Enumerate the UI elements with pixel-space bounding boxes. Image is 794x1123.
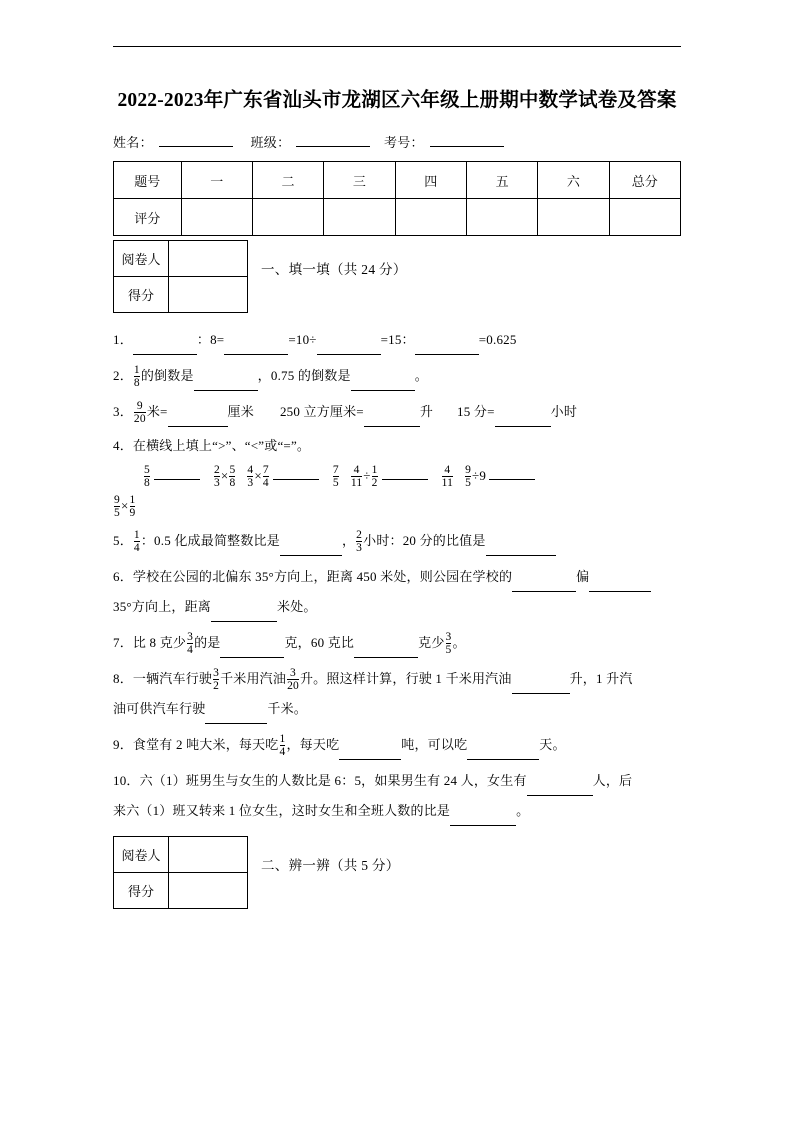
compare-blank-3[interactable] — [382, 466, 428, 480]
table-row — [114, 241, 248, 277]
compare-item-7 — [464, 459, 538, 493]
operator: ÷ — [363, 468, 371, 483]
q8-line-2 — [113, 694, 681, 724]
q8-text-6: 千米。 — [267, 700, 308, 716]
q9-blank-2[interactable] — [467, 745, 539, 760]
compare-item-4 — [332, 459, 340, 493]
fraction-numerator: 9 — [136, 399, 143, 412]
q2-number: 2． — [113, 368, 133, 383]
compare-item-2 — [213, 459, 236, 493]
fraction — [372, 464, 378, 490]
q8-fraction-2 — [287, 667, 299, 693]
q8-blank-2[interactable] — [205, 709, 267, 724]
q10-text-2: 人，后 — [592, 772, 633, 788]
compare-item-1 — [143, 459, 203, 493]
fraction-denominator: 3 — [356, 542, 363, 555]
q6-blank-2[interactable] — [589, 577, 651, 592]
score-label: 得分 — [114, 872, 169, 908]
fraction-numerator: 1 — [129, 493, 136, 506]
q5-blank-1[interactable] — [280, 541, 342, 556]
reader-label: 阅卷人 — [114, 836, 169, 872]
page-title: 2022-2023年广东省汕头市龙湖区六年级上册期中数学试卷及答案 — [117, 90, 677, 111]
q10-blank-2[interactable] — [450, 811, 516, 826]
score-cell: 二 — [252, 162, 323, 199]
fraction-denominator: 2 — [213, 680, 220, 693]
q1-blank-4[interactable] — [415, 340, 479, 355]
q8-text-4: 升，1 升汽 — [569, 670, 633, 686]
score-input-cell[interactable] — [181, 199, 252, 236]
q1-number: 1． — [113, 332, 133, 347]
class-label: 班级： — [250, 135, 291, 150]
fraction-numerator: 5 — [144, 463, 150, 476]
fraction-numerator: 2 — [356, 528, 363, 541]
score-value-cell[interactable] — [169, 872, 248, 908]
q3-number: 3． — [113, 404, 133, 419]
q10-text-3: 来六（1）班又转来 1 位女生，这时女生和全班人数的比是 — [113, 802, 451, 818]
fraction-denominator: 5 — [114, 507, 120, 520]
q10-blank-1[interactable] — [527, 781, 593, 796]
fraction-denominator: 8 — [144, 477, 150, 490]
table-row — [114, 836, 248, 872]
q8-fraction-1 — [213, 667, 219, 693]
question-2 — [113, 361, 681, 391]
compare-item-6 — [441, 459, 454, 493]
question-4 — [113, 433, 681, 459]
score-value-cell[interactable] — [169, 277, 248, 313]
q8-blank-1[interactable] — [512, 679, 570, 694]
fraction-denominator: 4 — [279, 746, 286, 759]
score-table — [113, 161, 681, 236]
q7-text-4: 。 — [452, 634, 466, 650]
q6-blank-3[interactable] — [211, 607, 277, 622]
q3-text-2: 厘米 — [227, 404, 254, 419]
q2-blank-1[interactable] — [194, 376, 258, 391]
q1-text-4: =0.625 — [478, 332, 517, 347]
fraction-denominator: 5 — [445, 644, 452, 657]
q7-fraction-1 — [187, 631, 193, 657]
question-10 — [113, 766, 681, 826]
fraction-denominator: 3 — [247, 477, 254, 490]
fraction-numerator: 3 — [445, 630, 452, 643]
q10-line-2 — [113, 796, 681, 826]
question-8 — [113, 664, 681, 724]
q10-line-1 — [113, 766, 681, 796]
score-input-cell[interactable] — [538, 199, 609, 236]
q1-text-2: =10÷ — [288, 332, 317, 347]
score-input-cell[interactable] — [395, 199, 466, 236]
class-blank[interactable] — [296, 132, 370, 147]
q2-text-3: 。 — [414, 368, 428, 383]
fraction-numerator: 7 — [332, 463, 339, 476]
q5-text-3: 小时：20 分的比值是 — [363, 532, 486, 548]
q3-blank-2[interactable] — [364, 412, 420, 427]
q2-fraction — [134, 364, 140, 390]
fraction — [465, 464, 471, 490]
section1-heading: 一、填一填（共 24 分） — [261, 262, 407, 277]
q3-text-1: 米= — [146, 404, 168, 419]
fraction — [442, 464, 453, 490]
q5-blank-2[interactable] — [486, 541, 556, 556]
q9-text-2: 吨，可以吃 — [401, 736, 468, 752]
q4-text: 4．在横线上填上“>”、“<”或“=”。 — [113, 438, 311, 453]
fraction-denominator: 4 — [262, 477, 269, 490]
fraction — [351, 464, 362, 490]
reader-label: 阅卷人 — [114, 241, 169, 277]
table-row — [114, 162, 681, 199]
q3-text-5: 15 分= — [457, 404, 495, 419]
section1-reader-wrap — [113, 240, 681, 313]
fraction-denominator: 11 — [350, 477, 363, 490]
compare-row-2 — [113, 493, 681, 520]
fraction-denominator: 4 — [133, 542, 140, 555]
fraction-numerator: 4 — [247, 463, 254, 476]
section2-reader-wrap — [113, 836, 681, 909]
q7-text-3: 克少 — [418, 634, 445, 650]
q7-text-2: 克，60 克比 — [284, 634, 355, 650]
q2-text-1: 的倒数是 — [140, 368, 194, 383]
q10-text-1: 10．六（1）班男生与女生的人数比是 6：5，如果男生有 24 人，女生有 — [113, 772, 527, 788]
q7-fraction-2 — [446, 631, 452, 657]
fraction — [263, 464, 269, 490]
compare-item-5 — [350, 459, 431, 493]
q1-text-1: ：8= — [196, 332, 225, 347]
fraction-numerator: 1 — [279, 732, 286, 745]
q6-blank-1[interactable] — [512, 577, 576, 592]
operator: × — [254, 468, 262, 483]
fraction-numerator: 1 — [371, 463, 378, 476]
q10-text-4: 。 — [516, 802, 530, 818]
fraction-numerator: 9 — [114, 493, 120, 506]
compare-row-1 — [113, 459, 681, 493]
student-meta-line — [113, 132, 681, 153]
operator: ÷9 — [472, 468, 487, 483]
reader-value-cell[interactable] — [169, 241, 248, 277]
fraction — [247, 464, 253, 490]
fraction-numerator: 7 — [262, 463, 269, 476]
table-row — [114, 277, 248, 313]
q3-text-3: 250 立方厘米= — [279, 404, 364, 419]
score-row-label: 评分 — [114, 199, 182, 236]
q7-text-1: 的是 — [194, 634, 221, 650]
q5-text-2: ， — [341, 532, 356, 548]
reader-box-2 — [113, 836, 248, 909]
fraction-numerator: 3 — [213, 666, 220, 679]
q8-text-3: 升。照这样计算，行驶 1 千米用汽油 — [299, 670, 512, 686]
score-cell: 六 — [538, 162, 609, 199]
fraction-numerator: 3 — [187, 630, 194, 643]
q1-text-3: =15： — [380, 332, 415, 347]
table-row — [114, 872, 248, 908]
header-rule — [113, 46, 681, 47]
compare-item-3 — [246, 459, 321, 493]
table-row — [114, 199, 681, 236]
q6-text-4: 米处。 — [277, 598, 317, 614]
fraction — [130, 494, 136, 520]
q5-fraction-1 — [134, 529, 140, 555]
q1-blank-3[interactable] — [317, 340, 381, 355]
q8-line-1 — [113, 664, 681, 694]
compare-blank-4[interactable] — [489, 466, 535, 480]
score-cell: 五 — [466, 162, 537, 199]
q5-text-1: ：0.5 化成最简整数比是 — [140, 532, 280, 548]
score-row-label: 题号 — [114, 162, 182, 199]
q6-line-2 — [113, 592, 681, 622]
score-input-cell[interactable] — [609, 199, 680, 236]
operator: × — [120, 498, 129, 513]
fraction-denominator: 20 — [287, 680, 299, 693]
fraction-denominator: 4 — [187, 644, 194, 657]
q7-blank-1[interactable] — [220, 643, 284, 658]
q3-text-6: 小时 — [550, 404, 578, 419]
reader-value-cell[interactable] — [169, 836, 248, 872]
q6-text-2: 偏 — [576, 568, 590, 584]
compare-blank-2[interactable] — [273, 466, 319, 480]
operator: × — [220, 468, 229, 483]
fraction — [333, 464, 339, 490]
q9-number: 9．食堂有 2 吨大米，每天吃 — [113, 736, 279, 752]
q7-blank-2[interactable] — [354, 643, 418, 658]
fraction — [144, 464, 150, 490]
question-5 — [113, 526, 681, 556]
fraction-denominator: 3 — [213, 477, 220, 490]
fraction-denominator: 8 — [133, 377, 140, 390]
q3-blank-1[interactable] — [168, 412, 228, 427]
score-cell: 四 — [395, 162, 466, 199]
fraction-denominator: 5 — [332, 477, 339, 490]
score-cell: 一 — [181, 162, 252, 199]
fraction-denominator: 11 — [441, 477, 454, 490]
fraction-numerator: 3 — [290, 666, 296, 679]
q2-blank-2[interactable] — [351, 376, 415, 391]
fraction-numerator: 4 — [444, 463, 451, 476]
question-9 — [113, 730, 681, 760]
fraction-denominator: 5 — [465, 477, 472, 490]
score-cell: 总分 — [609, 162, 680, 199]
fraction-denominator: 9 — [129, 507, 136, 520]
fraction-denominator: 20 — [133, 413, 146, 426]
question-3 — [113, 397, 681, 427]
q2-text-2: ，0.75 的倒数是 — [257, 368, 351, 383]
score-input-cell[interactable] — [466, 199, 537, 236]
q8-text-5: 油可供汽车行驶 — [113, 700, 206, 716]
name-blank[interactable] — [159, 132, 233, 147]
score-cell: 三 — [324, 162, 395, 199]
fraction-numerator: 1 — [133, 363, 140, 376]
section2-heading: 二、辨一辨（共 5 分） — [261, 857, 400, 873]
score-label: 得分 — [114, 277, 169, 313]
q9-fraction — [280, 733, 286, 759]
exam-no-label: 考号： — [383, 135, 424, 150]
q3-fraction — [134, 400, 146, 426]
fraction — [114, 494, 120, 520]
fraction-denominator: 2 — [371, 477, 378, 490]
q8-text-1: 8．一辆汽车行驶 — [113, 670, 213, 686]
exam-no-blank[interactable] — [430, 132, 504, 147]
name-label: 姓名： — [113, 135, 153, 150]
fraction — [214, 464, 220, 490]
q6-text-3: 35°方向上，距离 — [113, 598, 211, 614]
q1-blank-1[interactable] — [133, 340, 197, 355]
score-input-cell[interactable] — [324, 199, 395, 236]
q9-blank-1[interactable] — [339, 745, 401, 760]
fraction-numerator: 4 — [353, 463, 360, 476]
q3-text-4: 升 — [419, 404, 434, 419]
q6-line-1 — [113, 562, 681, 592]
q7-number: 7．比 8 克少 — [113, 634, 187, 650]
compare-item-8 — [113, 493, 136, 520]
reader-box-1 — [113, 240, 248, 313]
question-6 — [113, 562, 681, 622]
q5-fraction-2 — [356, 529, 362, 555]
fraction-numerator: 9 — [465, 463, 472, 476]
q1-blank-2[interactable] — [224, 340, 288, 355]
compare-blank-1[interactable] — [154, 466, 200, 480]
fraction-denominator: 8 — [229, 477, 236, 490]
q5-number: 5． — [113, 532, 133, 548]
question-1 — [113, 325, 681, 355]
fraction-numerator: 1 — [133, 528, 140, 541]
q6-text-1: 6．学校在公园的北偏东 35°方向上，距离 450 米处，则公园在学校的 — [113, 568, 513, 584]
question-7 — [113, 628, 681, 658]
q8-text-2: 千米用汽油 — [220, 670, 287, 686]
q3-blank-3[interactable] — [495, 412, 551, 427]
q9-text-1: ，每天吃 — [286, 736, 340, 752]
fraction — [229, 464, 235, 490]
fraction-numerator: 5 — [229, 463, 236, 476]
q9-text-3: 天。 — [539, 736, 566, 752]
score-input-cell[interactable] — [252, 199, 323, 236]
fraction-numerator: 2 — [213, 463, 220, 476]
